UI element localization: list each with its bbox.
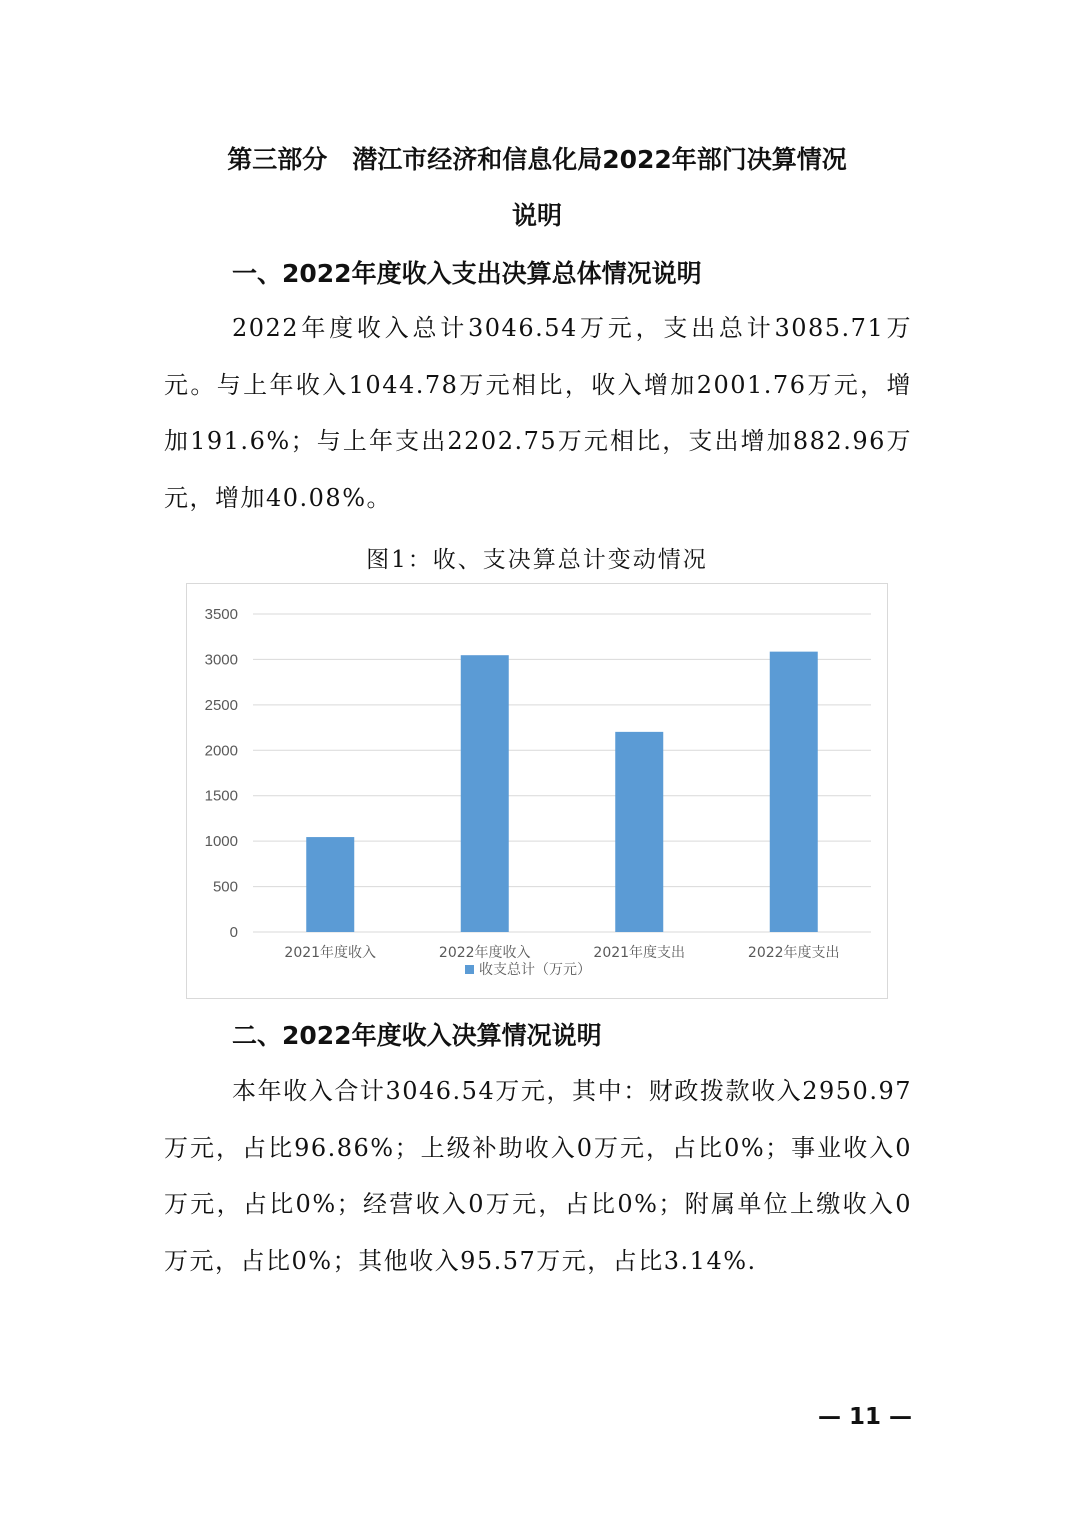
x-tick-label: 2021年度收入 xyxy=(284,945,377,961)
page-number: — 11 — xyxy=(817,1404,912,1430)
y-tick-label: 500 xyxy=(212,878,238,896)
section-heading-overall: 一、2022年度收入支出决算总体情况说明 xyxy=(232,259,702,288)
y-tick-label: 3000 xyxy=(204,651,238,669)
bar-chart-svg xyxy=(187,584,887,998)
x-tick-label: 2022年度收入 xyxy=(438,945,531,961)
y-tick-label: 1000 xyxy=(204,833,238,851)
bar xyxy=(770,652,818,932)
section-heading-income: 二、2022年度收入决算情况说明 xyxy=(232,1021,602,1050)
bar xyxy=(615,732,663,932)
y-tick-label: 2500 xyxy=(204,696,238,714)
bar-chart xyxy=(186,583,888,999)
x-tick-label: 2022年度支出 xyxy=(747,945,840,961)
bar xyxy=(306,837,354,932)
y-tick-label: 0 xyxy=(229,924,238,941)
y-tick-label: 3500 xyxy=(204,606,238,623)
paragraph-overall: 2022年度收入总计3046.54万元，支出总计3085.71万元。与上年收入1044.78万元相比，收入增加2001.76万元，增加191.6%；与上年支出2202.75万元相比，支出增加882.96万元，增加40.08%。 xyxy=(164,314,912,512)
bar xyxy=(461,655,509,932)
legend-swatch xyxy=(465,965,474,974)
legend-label: 收支总计（万元） xyxy=(479,962,591,978)
page-title-line-2: 说明 xyxy=(511,201,562,230)
paragraph-income: 本年收入合计3046.54万元，其中：财政拨款收入2950.97万元，占比96.86%；上级补助收入0万元，占比0%；事业收入0万元，占比0%；经营收入0万元，占比0%；附属单位上缴收入0万元，占比0%；其他收入95.57万元，占比3.14%. xyxy=(164,1077,912,1275)
y-tick-label: 1500 xyxy=(204,787,238,805)
figure-caption: 图1：收、支决算总计变动情况 xyxy=(366,547,708,573)
page-title-line-1: 第三部分 潜江市经济和信息化局2022年部门决算情况 xyxy=(227,145,847,174)
y-tick-label: 2000 xyxy=(204,742,238,760)
x-tick-label: 2021年度支出 xyxy=(593,945,686,961)
